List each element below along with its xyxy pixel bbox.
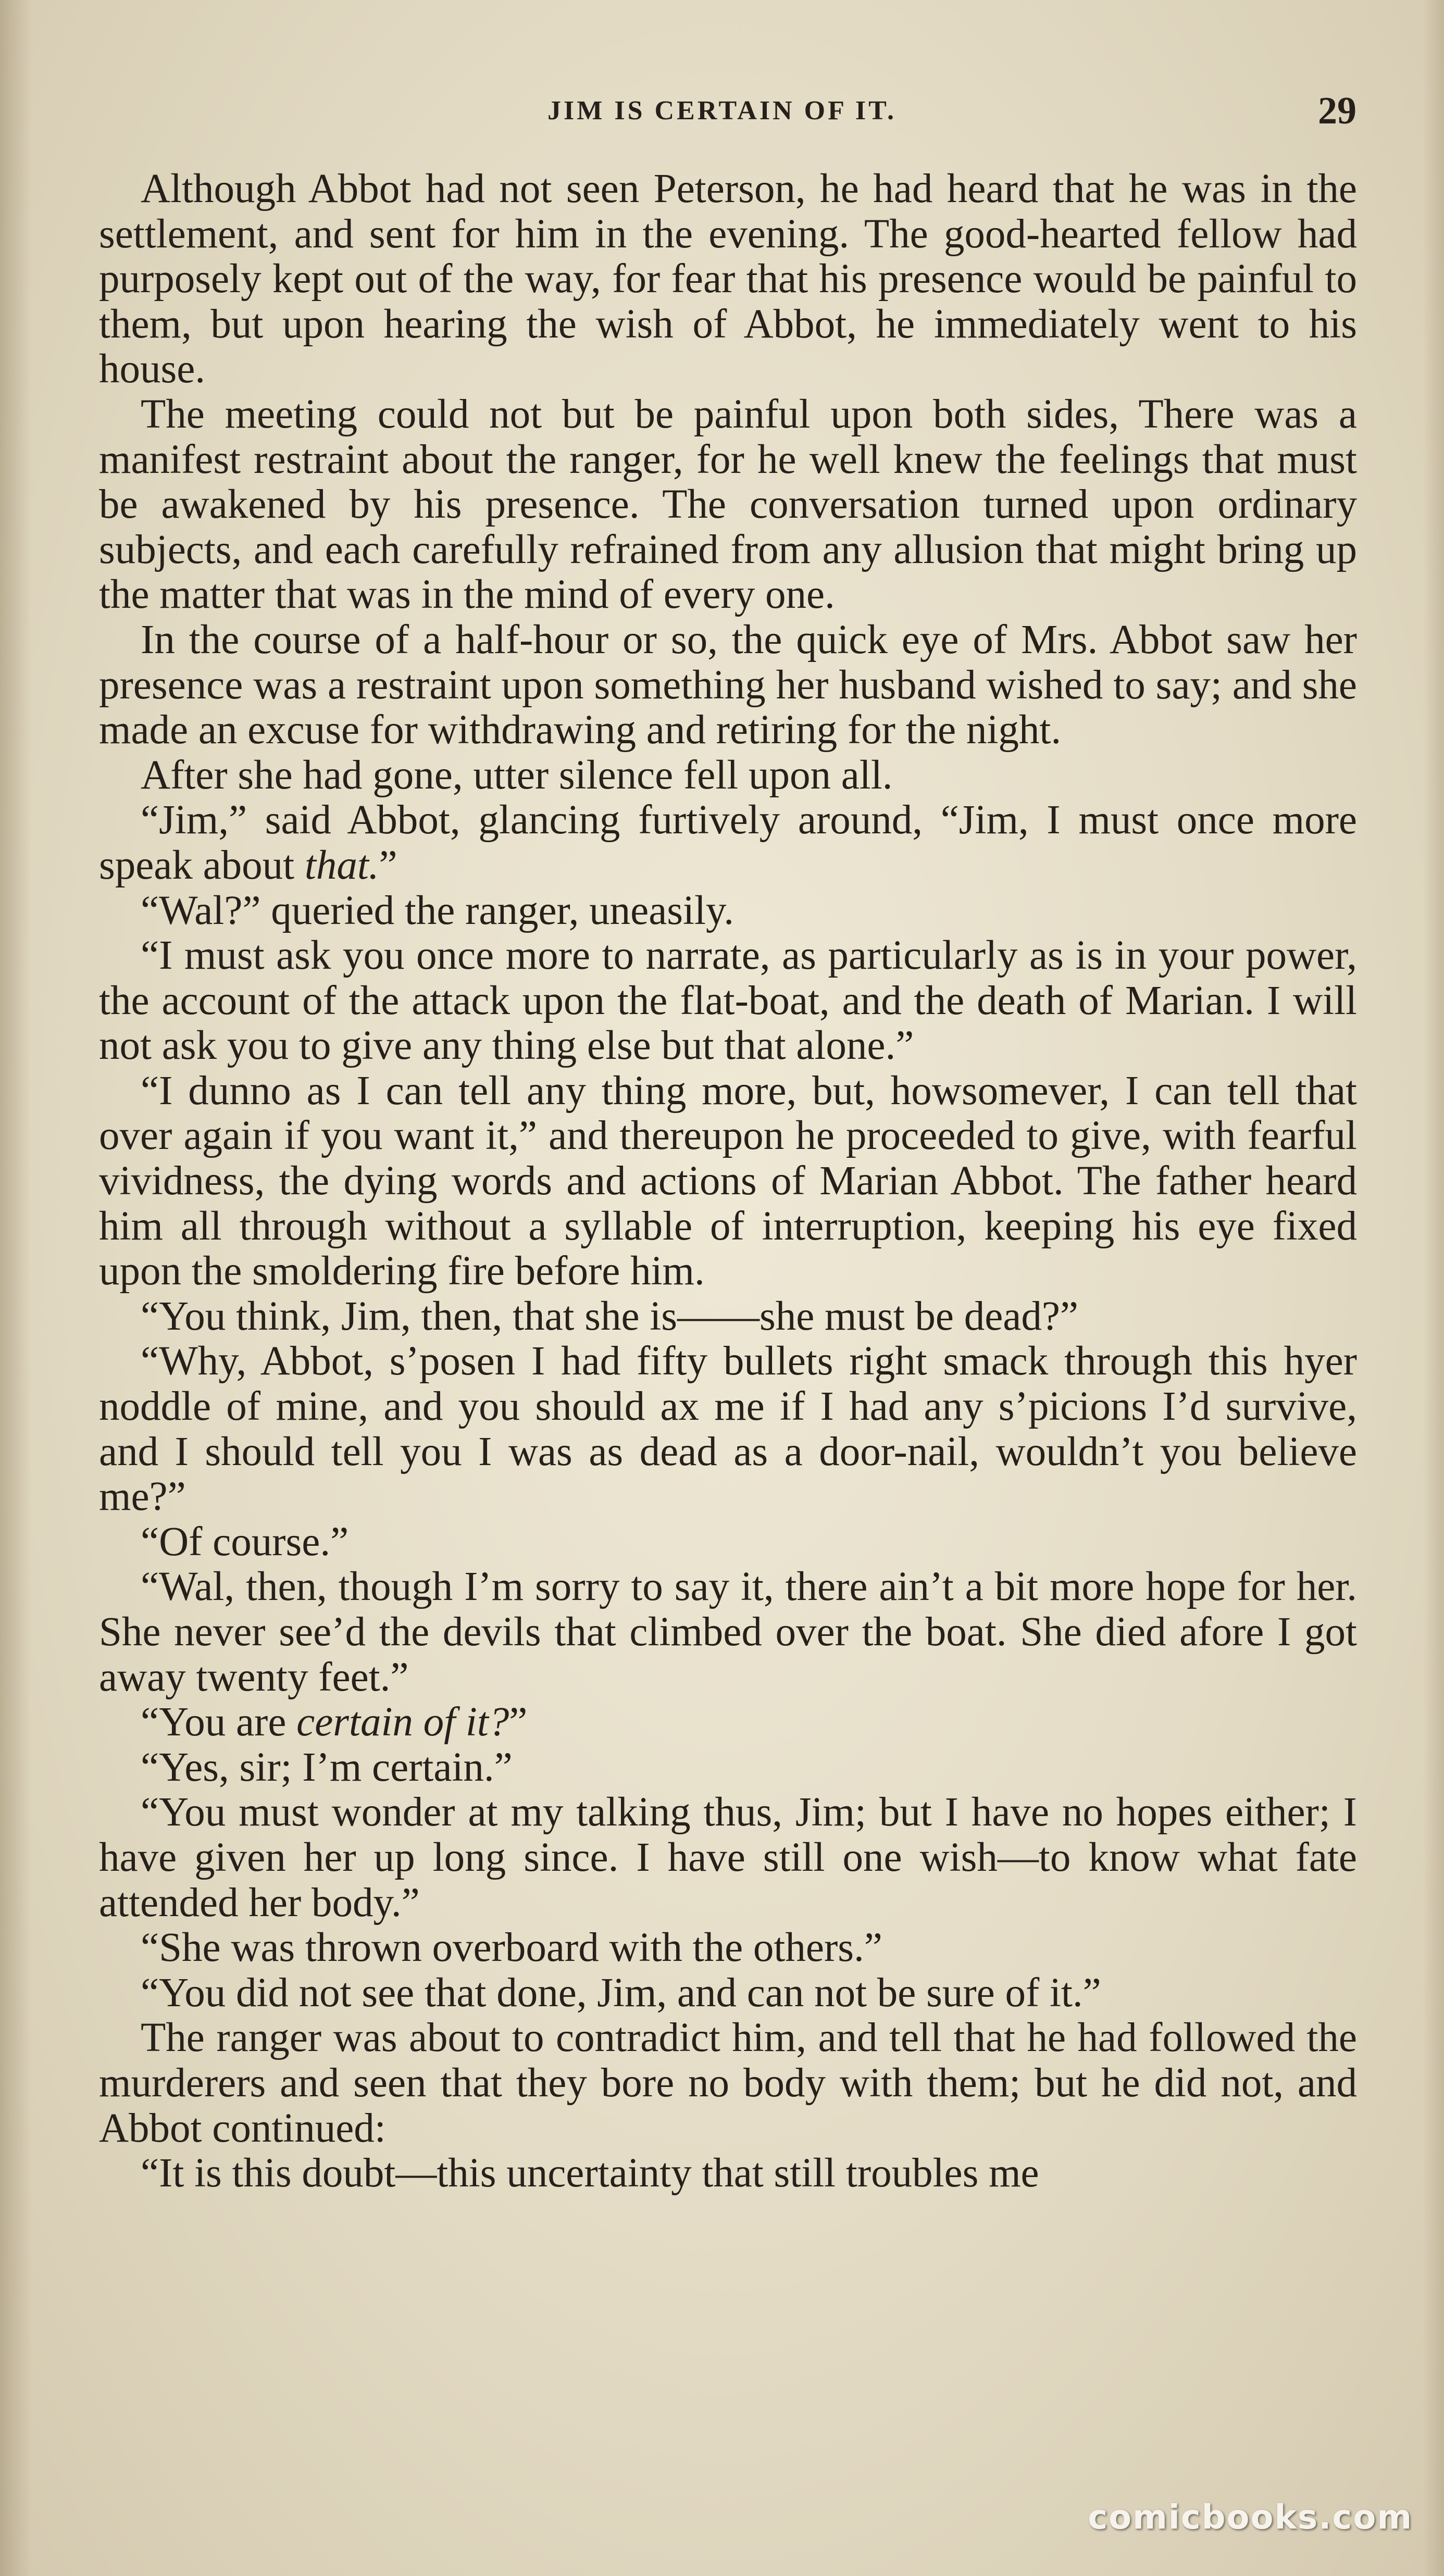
running-head: [0, 87, 1444, 134]
paragraph: [99, 1700, 1357, 1745]
italic-emphasis: that.: [304, 842, 379, 888]
paragraph-text: ”: [509, 1699, 528, 1745]
paragraph: “You think, Jim, then, that she is——she must be dead?”: [141, 1293, 1078, 1339]
paragraph: “Wal, then, though I’m sorry to say it, there ain’t a bit more hope for her. She never see’d the devils that climbed over the boat. She died afore I got away twenty feet.”: [99, 1564, 1357, 1700]
paragraph-text: ”: [379, 842, 397, 888]
paragraph: The ranger was about to contradict him, and tell that he had followed the murderers and seen that they bore no body with them; but he did not, and Abbot continued:: [99, 2015, 1357, 2151]
paragraph: “I dunno as I can tell any thing more, but, howsomever, I can tell that over again if you want it,” and thereupon he proceeded to give, with fearful vividness, the dying words and actions of Marian Abbot. The father heard him all through without a syllable of interruption, keeping his eye fixed upon the smoldering fire before him.: [99, 1068, 1357, 1294]
italic-emphasis: certain of it?: [296, 1699, 509, 1745]
paragraph: [99, 798, 1357, 888]
paragraph: “You did not see that done, Jim, and can not be sure of it.”: [141, 1970, 1101, 2016]
paragraph-text: “Jim,” said Abbot, glancing furtively around, “Jim, I must once more speak about: [99, 797, 1357, 888]
paragraph: “You must wonder at my talking thus, Jim; but I have no hopes either; I have given her up long since. I have still one wish—to know what fate attended her body.”: [99, 1790, 1357, 1925]
paragraph-text: “You are: [141, 1699, 297, 1745]
watermark: comicbooks.com: [1088, 2498, 1413, 2537]
paragraph: “Yes, sir; I’m certain.”: [141, 1744, 513, 1790]
paragraph: “Of course.”: [141, 1519, 349, 1565]
paragraph: Although Abbot had not seen Peterson, he had heard that he was in the settlement, and sent for him in the evening. The good-hearted fellow had purposely kept out of the way, for fear that his presence would be painful to them, but upon hearing the wish of Abbot, he immediately went to his house.: [99, 166, 1357, 392]
paragraph: “I must ask you once more to narrate, as particularly as is in your power, the account of the attack upon the flat-boat, and the death of Marian. I will not ask you to give any thing else but that alone.”: [99, 933, 1357, 1069]
paragraph: “Why, Abbot, s’posen I had fifty bullets right smack through this hyer noddle of mine, and you should ax me if I had any s’picions I’d survive, and I should tell you I was as dead as a door-nail, wouldn’t you believe me?”: [99, 1339, 1357, 1520]
paragraph: “She was thrown overboard with the others.”: [141, 1925, 882, 1971]
paragraph: The meeting could not but be painful upon both sides, There was a manifest restraint about the ranger, for he well knew the feelings that must be awakened by his presence. The conversation turned upon ordinary subjects, and each carefully refrained from any allusion that might bring up the matter that was in the mind of every one.: [99, 391, 1357, 618]
body-text: [99, 167, 1357, 2196]
paragraph: In the course of a half-hour or so, the quick eye of Mrs. Abbot saw her presence was a restraint upon something her husband wished to say; and she made an excuse for withdrawing and retiring for the night.: [99, 617, 1357, 753]
paragraph: After she had gone, utter silence fell upon all.: [141, 752, 893, 798]
paragraph: “It is this doubt—this uncertainty that still troubles me: [141, 2150, 1039, 2196]
paragraph: “Wal?” queried the ranger, uneasily.: [141, 887, 735, 933]
running-title: JIM IS CERTAIN OF IT.: [547, 96, 897, 126]
page-number: 29: [1318, 90, 1356, 132]
